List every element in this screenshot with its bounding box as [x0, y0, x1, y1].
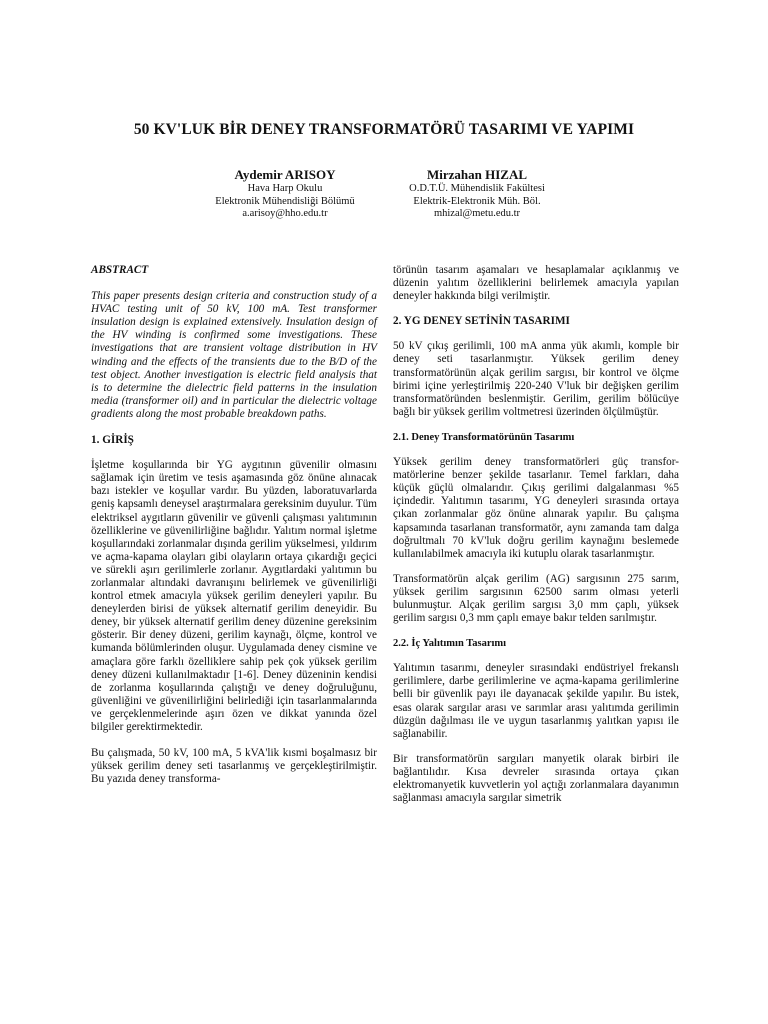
author-email: a.arisoy@hho.edu.tr: [242, 208, 328, 219]
section-paragraph: Yüksek gerilim deney transformatörleri güç transfor-matörlerine benzer şekilde tasarlanır. Temel farkları, daha küçük güçlü olmalarıdır. Çıkış gerilimi dalgalanması %5 içindedir. Yalıtımın tasarımı, YG deneyleri sırasında ortaya çıkan zorlanmalar göz önüne alınarak yapılır. Bu çalışma kapsamında tasarlanan transformatör, aynı zamanda tam dalga doğrultmalı 70 kV'luk doğru gerilim kaynağını beslemede kullanılabilmek amacıyla iki kutuplu olarak tasarlanmıştır.: [393, 456, 679, 560]
author-block-hizal: [392, 166, 562, 221]
subsection-heading-2-1: 2.1. Deney Transformatörünün Tasarımı: [393, 431, 575, 443]
right-column: [393, 264, 679, 817]
section-heading-giris: 1. GİRİŞ: [91, 434, 134, 447]
section-paragraph: Transformatörün alçak gerilim (AG) sargısının 275 sarım, yüksek gerilim sargısının 62500 sarım olması yeterli bulunmuştur. Alçak gerilim sargısı 3,0 mm çaplı, yüksek gerilim sargısı 0,3 mm çaplı emaye bakır telden sarılmıştır.: [393, 572, 679, 625]
subsection-heading-2-2: 2.2. İç Yalıtımın Tasarımı: [393, 638, 507, 650]
author-name: Aydemir ARISOY: [234, 167, 336, 182]
section-paragraph: Yalıtımın tasarımı, deneyler sırasındaki endüstriyel frekanslı gerilimlere, darbe gerilimlerine ve açma-kapama gerilimlerine belli bir güvenlik payı ile dayanacak şekilde yapılır. Bu istek, esas olarak sargılar arası ve sarımlar arası yalıtımda gerilimin düzgün dağılması ile ve uygun tasarlanmış yalıtkan yapısı ile sağlanabilir.: [393, 662, 679, 740]
author-department: Elektrik-Elektronik Müh. Böl.: [413, 195, 541, 207]
author-email: mhizal@metu.edu.tr: [433, 208, 521, 219]
section-paragraph: 50 kV çıkış gerilimli, 100 mA anma yük akımlı, komple bir deney seti tasarlanmıştır. Yüksek gerilim deney transformatörünün alçak gerilim sargısı, bir kontrol ve ölçme birimi içine yerleştirilmiş 220-240 V'luk bir değişken gerilim transformatöründen beslenmiştir. Gerilim, gerilim bölücüye bağlı bir yüksek gerilim voltmetresi üzerinden ölçülmüştür.: [393, 340, 679, 418]
section-heading-yg-deney-seti: 2. YG DENEY SETİNİN TASARIMI: [393, 315, 570, 328]
abstract-text: This paper presents design criteria and construction study of a HVAC testing unit of 50 kV, 100 mA. Test transformer insulation design is explained extensively. Insulation design of the HV winding is confirmed some investigations. These investigations that are transient voltage distribution in HV winding and the effects of the transients due to the B/D of the test object. Another investigation is electric field analysis that is to determine the dielectric field patterns in the insulation media (transformer oil) and in particular the dielectric voltage gradients along the most probable breakdown paths.: [91, 290, 377, 420]
author-block-arisoy: [200, 166, 370, 221]
section-paragraph: Bir transformatörün sargıları manyetik olarak birbiri ile bağlantılıdır. Kısa devreler sırasında ortaya çıkan elektromanyetik kuvvetlerin yol açtığı zorlanmalara dayanımın sağlanması amacıyla sargılar simetrik: [393, 752, 679, 805]
section-paragraph: Bu çalışmada, 50 kV, 100 mA, 5 kVA'lik kısmi boşalmasız bir yüksek gerilim deney seti tasarlanmış ve gerçekleştirilmiştir. Bu yazıda deney transforma-: [91, 747, 377, 786]
abstract-heading: ABSTRACT: [91, 264, 149, 276]
author-affiliation: Hava Harp Okulu: [247, 183, 323, 194]
paper-title: 50 KV'LUK BİR DENEY TRANSFORMATÖRÜ TASARIMI VE YAPIMI: [133, 121, 635, 138]
author-affiliation: O.D.T.Ü. Mühendislik Fakültesi: [409, 183, 545, 194]
left-column: [91, 264, 377, 798]
continued-paragraph: törünün tasarım aşamaları ve hesaplamalar açıklanmış ve düzenin yalıtım özelliklerini belirlemek amacıyla yapılan deneyler hakkında bilgi verilmiştir.: [393, 264, 679, 303]
author-department: Elektronik Mühendisliği Bölümü: [215, 195, 355, 207]
author-name: Mirzahan HIZAL: [426, 167, 528, 182]
section-paragraph: İşletme koşullarında bir YG aygıtının güvenilir olmasını sağlamak için üretim ve tesis aşamasında göz önüne alınacak bazı istekler ve koşullar vardır. Bu yüzden, laboratuvarlarda geniş kapsamlı deneysel araştırmalara gereksinim duyulur. Tüm elektriksel aygıtların güvenilir ve güvenli çalışması yalıtımının özelliklerine ve güvenilirliğine bağlıdır. Yalıtım normal işletme koşullarındaki zorlanmalar dışında gerilim yükselmesi, yıldırım ve açma-kapama olayları gibi olayların ortaya çıkardığı geçici ve sürekli aşırı gerilimlerle zorlanır. Aygıtlardaki yalıtımın bu zorlanmalar altındaki davranışını belirlemek ve güvenilirliği kontrol etmek amacıyla yüksek gerilim deneyleri yapılır. Bu deneylerden birisi de yüksek alternatif gerilim deneyidir. Bu deney, bir yüksek alternatif gerilim deney düzenine gereksinim gösterir. Bir deney düzeni, gerilim kaynağı, ölçme, kontrol ve kumanda bölümlerinden oluşur. Uygulamada deney cismine ve amaçlara göre farklı özelliklere sahip pek çok yüksek gerilim deney düzeni kullanılmaktadır [1-6]. Deney düzeninin kendisi de zorlanma koşullarında çalıştığı ve deney doğruluğunu, güvenliğini ve güvenilirliğini belirlediği için tasarlanmalarında ve gerçeklenmelerinde aşırı özen ve dikkat yanında özel bilgiler gerektirmektedir.: [91, 459, 377, 733]
